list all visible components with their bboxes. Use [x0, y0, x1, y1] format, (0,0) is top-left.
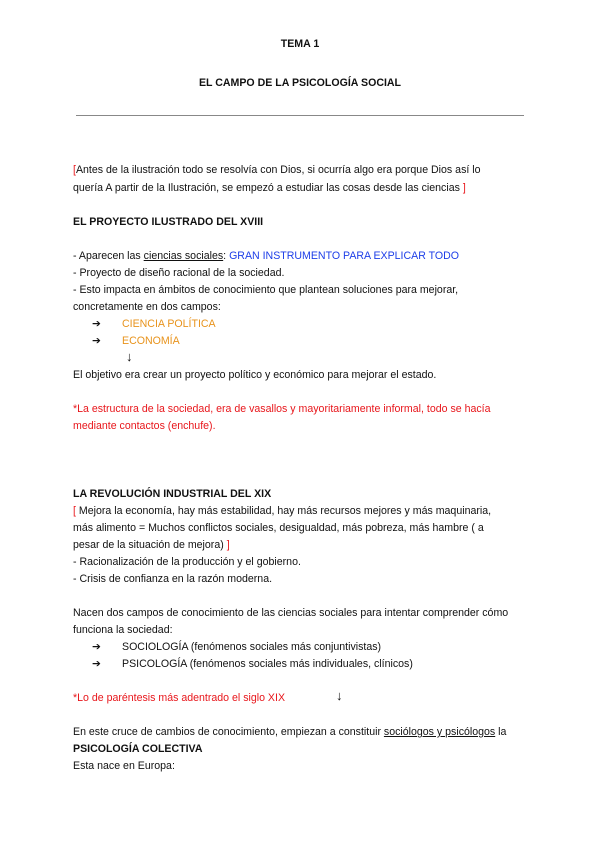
highlight-blue: GRAN INSTRUMENTO PARA EXPLICAR TODO [229, 250, 460, 262]
page-title: EL CAMPO DE LA PSICOLOGÍA SOCIAL [198, 77, 402, 89]
paragraph-text-3: pesar de la situación de mejora) [73, 539, 224, 551]
field-item-ciencia-politica [80, 318, 216, 330]
right-arrow-icon: ➔ [92, 318, 101, 330]
last-line: Esta nace en Europa: [73, 760, 175, 772]
cross-line-1 [73, 726, 506, 738]
note-line-1: *La estructura de la sociedad, era de vasallos y mayoritariamente informal, todo se hacía [73, 403, 491, 415]
bullet-diseno-racional: - Proyecto de diseño racional de la sociedad. [73, 267, 285, 279]
intro-line-1 [73, 164, 481, 176]
note-parentesis: *Lo de paréntesis más adentrado el siglo XIX [73, 692, 286, 704]
paragraph-line-1 [73, 505, 491, 517]
bullet-prefix: - Aparecen las [73, 250, 144, 262]
fields-intro-line-1: Nacen dos campos de conocimiento de las ciencias sociales para intentar comprender cómo [73, 607, 509, 619]
bullet-crisis: - Crisis de confianza en la razón moderna. [73, 573, 273, 585]
divider-line [76, 115, 524, 116]
field-label: ECONOMÍA [122, 335, 180, 347]
fields-intro-line-2: funciona la sociedad: [73, 624, 173, 636]
field-item-sociologia [80, 641, 381, 653]
topic-number: TEMA 1 [280, 38, 320, 50]
intro-text-2: quería A partir de la Ilustración, se empezó a estudiar las cosas desde las ciencias [73, 182, 460, 194]
right-arrow-icon: ➔ [92, 641, 101, 653]
underlined-term: sociólogos y psicólogos [383, 726, 496, 738]
note-line-2: mediante contactos (enchufe). [73, 420, 216, 432]
psicologia-colectiva: PSICOLOGÍA COLECTIVA [73, 743, 203, 755]
field-label: PSICOLOGÍA (fenómenos sociales más individuales, clínicos) [122, 658, 413, 670]
underlined-term: ciencias sociales [143, 250, 224, 262]
bullet-impacto-line-2: concretamente en dos campos: [73, 301, 221, 313]
section-heading-revolucion: LA REVOLUCIÓN INDUSTRIAL DEL XIX [73, 488, 272, 500]
close-bracket: ] [462, 182, 466, 194]
right-arrow-icon: ➔ [92, 335, 101, 347]
objective-text: El objetivo era crear un proyecto político y económico para mejorar el estado. [73, 369, 437, 381]
down-arrow-icon: ↓ [336, 688, 343, 703]
bullet-colon: : [223, 250, 230, 262]
paragraph-line-2: más alimento = Muchos conflictos sociales, desigualdad, más pobreza, más hambre ( a [73, 522, 484, 534]
intro-text-1: Antes de la ilustración todo se resolvía con Dios, si ocurría algo era porque Dios así lo [75, 164, 481, 176]
intro-line-2 [73, 182, 466, 194]
open-bracket: [ [73, 164, 76, 176]
open-bracket: [ [73, 505, 76, 517]
close-bracket: ] [226, 539, 230, 551]
paragraph-line-3 [73, 539, 230, 551]
field-item-economia [80, 335, 180, 347]
paragraph-text-1: Mejora la economía, hay más estabilidad, hay más recursos mejores y más maquinaria, [78, 505, 492, 517]
field-label: SOCIOLOGÍA (fenómenos sociales más conjuntivistas) [122, 641, 382, 653]
bullet-racionalizacion: - Racionalización de la producción y el gobierno. [73, 556, 301, 568]
bullet-ciencias-sociales [73, 250, 459, 262]
cross-suffix: la [495, 726, 507, 738]
field-item-psicologia [80, 658, 413, 670]
bullet-impacto-line-1: - Esto impacta en ámbitos de conocimiento que plantean soluciones para mejorar, [73, 284, 459, 296]
right-arrow-icon: ➔ [92, 658, 101, 670]
down-arrow-icon: ↓ [126, 349, 133, 364]
cross-prefix: En este cruce de cambios de conocimiento, empiezan a constituir [73, 726, 384, 738]
section-heading-ilustrado: EL PROYECTO ILUSTRADO DEL XVIII [73, 216, 264, 228]
field-label: CIENCIA POLÍTICA [122, 318, 216, 330]
